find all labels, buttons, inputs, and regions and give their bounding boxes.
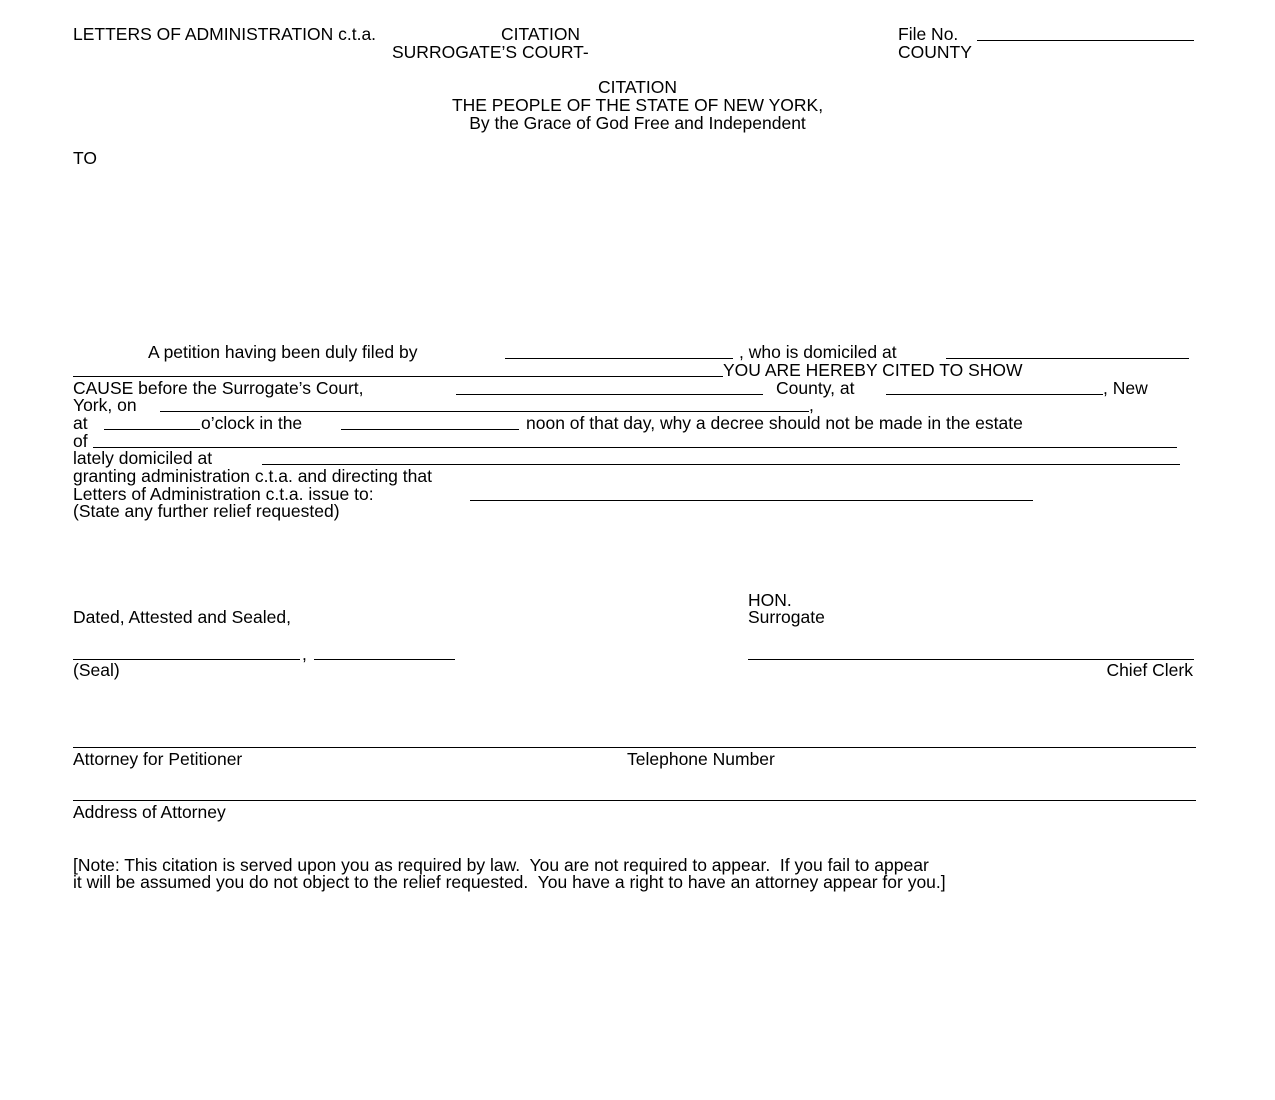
petitioner-domicile-field[interactable] <box>946 358 1189 359</box>
caption-title: CITATION <box>597 77 678 97</box>
county-at: County, at <box>776 378 855 398</box>
court-location-field[interactable] <box>886 394 1103 395</box>
seal-year-field[interactable] <box>314 659 455 660</box>
caption-grace: By the Grace of God Free and Independent <box>469 113 806 133</box>
seal-comma: , <box>302 644 307 664</box>
petitioner-name-field[interactable] <box>505 358 733 359</box>
cited-text: YOU ARE HEREBY CITED TO SHOW <box>723 360 1023 380</box>
chief-clerk-label: Chief Clerk <box>1106 660 1193 680</box>
decedent-domicile-field[interactable] <box>262 464 1180 465</box>
noon-text: noon of that day, why a decree should not be made in the estate <box>526 413 1023 433</box>
to-label: TO <box>73 148 97 168</box>
seal-label: (Seal) <box>73 660 120 680</box>
hon-label: HON. <box>748 590 792 610</box>
file-no-field[interactable] <box>977 40 1194 41</box>
further-relief: (State any further relief requested) <box>73 501 340 521</box>
note-line-2: it will be assumed you do not object to the relief requested. You have a right to have an attorney appear for you.] <box>73 872 946 892</box>
form-title: LETTERS OF ADMINISTRATION c.t.a. <box>73 24 377 44</box>
domiciled-at-label: , who is domiciled at <box>739 342 897 362</box>
surrogate-label: Surrogate <box>748 607 825 627</box>
attorney-line[interactable] <box>73 747 1196 748</box>
address-label: Address of Attorney <box>73 802 226 822</box>
court-label: SURROGATE’S COURT- <box>392 42 589 62</box>
caption-people: THE PEOPLE OF THE STATE OF NEW YORK, <box>451 95 824 115</box>
hour-field[interactable] <box>104 429 200 430</box>
of-text: of <box>73 431 88 451</box>
comma-text: , <box>809 395 814 415</box>
lately-domiciled: lately domiciled at <box>73 448 213 468</box>
citation-label: CITATION <box>501 24 581 44</box>
attorney-label: Attorney for Petitioner <box>73 749 243 769</box>
granting-text: granting administration c.t.a. and directing that <box>73 466 432 486</box>
note-line-1: [Note: This citation is served upon you as required by law. You are not required to appear. If you fail to appear <box>73 855 929 875</box>
address-line[interactable] <box>73 800 1196 801</box>
cause-before: CAUSE before the Surrogate’s Court, <box>73 378 364 398</box>
york-on: York, on <box>73 395 137 415</box>
dated-label: Dated, Attested and Sealed, <box>73 607 291 627</box>
hearing-date-field[interactable] <box>160 411 809 412</box>
petitioner-domicile-field-2[interactable] <box>73 376 723 377</box>
issue-to-field[interactable] <box>470 500 1033 501</box>
court-name-field[interactable] <box>456 394 763 395</box>
petition-filed-by: A petition having been duly filed by <box>148 342 418 362</box>
at-text: at <box>73 413 88 433</box>
new-text: , New <box>1103 378 1148 398</box>
letters-issue: Letters of Administration c.t.a. issue to: <box>73 484 374 504</box>
county-label: COUNTY <box>898 42 972 62</box>
noon-field[interactable] <box>341 429 519 430</box>
decedent-name-field[interactable] <box>93 447 1177 448</box>
telephone-label: Telephone Number <box>627 749 775 769</box>
oclock-text: o’clock in the <box>201 413 303 433</box>
file-no-label: File No. <box>898 24 959 44</box>
